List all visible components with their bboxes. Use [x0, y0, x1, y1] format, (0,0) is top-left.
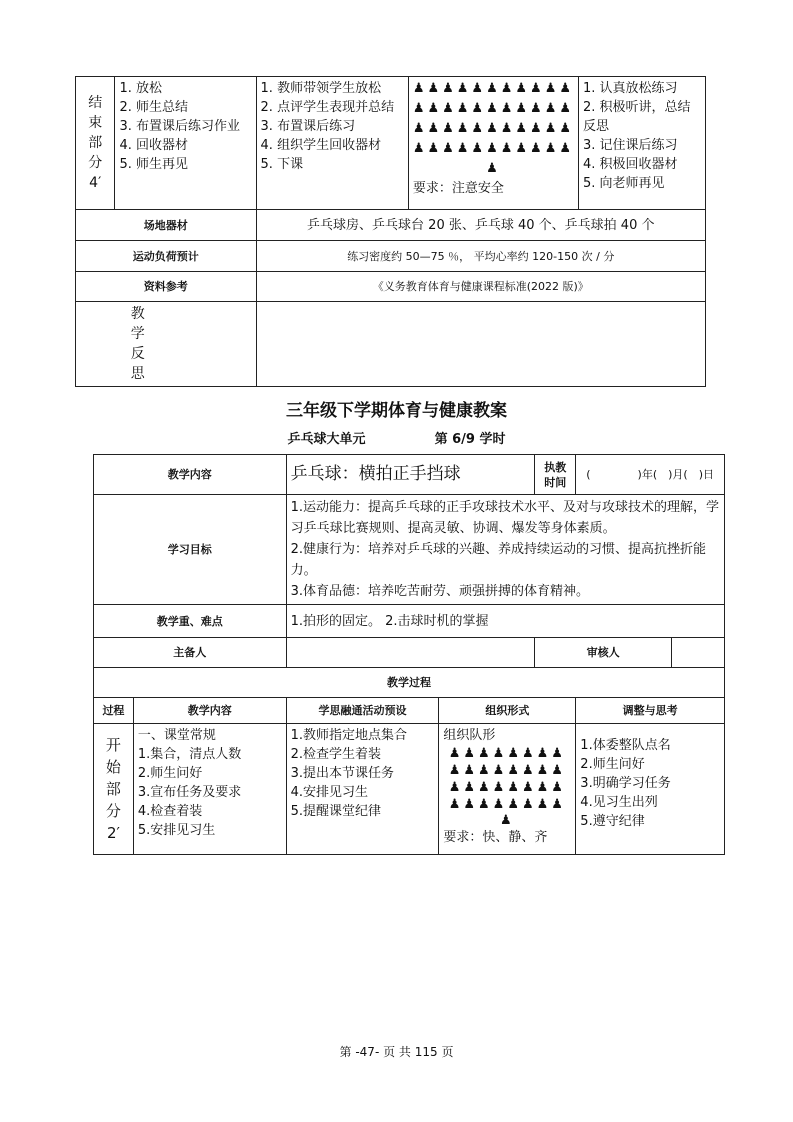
list-item: 3. 布置课后练习: [260, 119, 356, 134]
closing-section-table: [75, 76, 706, 387]
list-item: 5.提醒课堂纪律: [290, 804, 381, 819]
section-char: 束: [88, 115, 103, 131]
list-item: 4.安排见习生: [290, 785, 368, 800]
list-item: 2. 点评学生表现并总结: [260, 100, 395, 115]
unit-name: 乒乓球大单元: [287, 432, 366, 447]
list-item: 3.宣布任务及要求: [137, 785, 242, 800]
section-char: 部: [88, 135, 103, 151]
list-item: 5.遵守纪律: [580, 814, 645, 829]
goal-item: 3.体育品德：培养吃苦耐劳、顽强拼搏的体育精神。: [290, 584, 589, 599]
section-char: 分: [105, 802, 121, 820]
list-item: 3.提出本节课任务: [290, 766, 394, 781]
list-item: 2. 积极听讲，总结反思: [583, 100, 691, 134]
load-value: 练习密度约 50—75 ％， 平均心率约 120-150 次 / 分: [256, 241, 705, 272]
goals-label: 学习目标: [94, 495, 287, 605]
list-item: 4. 积极回收器材: [583, 157, 678, 172]
list-item: 5. 师生再见: [119, 157, 188, 172]
date-day: )日: [698, 468, 715, 481]
formation-title: 组织队形: [443, 728, 496, 743]
reflect-char: 反: [130, 346, 145, 362]
date-paren: (: [586, 468, 591, 481]
formation-row: ♟♟♟♟♟♟♟♟♟♟♟: [412, 141, 575, 156]
reference-label: 资料参考: [76, 272, 257, 302]
list-item: 5. 下课: [260, 157, 304, 172]
start-content-cell: [133, 724, 286, 855]
formation-row: ♟♟♟♟♟♟♟♟: [448, 780, 566, 795]
start-adjust-cell: [576, 724, 725, 855]
preparer-value: [286, 638, 535, 668]
unit-line: [0, 428, 793, 447]
formation-requirement: 要求：注意安全: [412, 181, 504, 196]
list-item: 一、课堂常规: [137, 728, 216, 743]
page-title: 三年级下学期体育与健康教案: [286, 401, 507, 421]
list-item: 5.安排见习生: [137, 823, 216, 838]
section-char: 2′: [106, 824, 120, 842]
load-label: 运动负荷预计: [76, 241, 257, 272]
formation-row: ♟♟♟♟♟♟♟♟: [448, 763, 566, 778]
section-char: 4′: [89, 175, 102, 191]
section-char: 结: [88, 95, 103, 111]
list-item: 4.见习生出列: [580, 795, 658, 810]
list-item: 1. 教师带领学生放松: [260, 81, 382, 96]
list-item: 4. 组织学生回收器材: [260, 138, 382, 153]
exec-time-label: 执教时间: [535, 455, 576, 495]
col-header-activity: 学思融通活动预设: [286, 698, 439, 724]
list-item: 1.教师指定地点集合: [290, 728, 407, 743]
goals-value: [286, 495, 724, 605]
list-item: 2.检查学生着装: [290, 747, 381, 762]
closing-teacher-cell: [256, 77, 408, 210]
venue-value: 乒乓球房、乒乓球台 20 张、乒乓球 40 个、乒乓球拍 40 个: [256, 210, 705, 241]
reviewer-label: 审核人: [535, 638, 672, 668]
reviewer-value: [672, 638, 725, 668]
col-header-content: 教学内容: [133, 698, 286, 724]
formation-row: ♟♟♟♟♟♟♟♟♟♟♟: [412, 81, 575, 96]
formation-row: ♟♟♟♟♟♟♟♟♟♟♟: [412, 101, 575, 116]
start-section-label: [94, 724, 134, 855]
section-char: 部: [105, 780, 121, 798]
process-header: 教学过程: [94, 668, 725, 698]
list-item: 2.师生问好: [137, 766, 203, 781]
closing-student-cell: [579, 77, 706, 210]
formation-row: ♟♟♟♟♟♟♟♟: [448, 797, 566, 812]
lesson-plan-table: [93, 454, 725, 855]
reference-value: 《义务教育体育与健康课程标准(2022 版)》: [256, 272, 705, 302]
col-header-process: 过程: [94, 698, 134, 724]
list-item: 1. 认真放松练习: [583, 81, 678, 96]
reflect-char: 思: [130, 366, 145, 382]
list-item: 2. 师生总结: [119, 100, 188, 115]
reflection-label: [76, 302, 257, 387]
venue-label: 场地器材: [76, 210, 257, 241]
formation-teacher: ♟: [500, 813, 515, 828]
list-item: 1.体委整队点名: [580, 738, 671, 753]
list-item: 1.集合，清点人数: [137, 747, 242, 762]
list-item: 4. 回收器材: [119, 138, 188, 153]
reflection-value: [256, 302, 705, 387]
list-item: 2.师生问好: [580, 757, 645, 772]
content-label: 教学内容: [94, 455, 287, 495]
col-header-adjust: 调整与思考: [576, 698, 725, 724]
key-points-value: 1.拍形的固定。 2.击球时机的掌握: [286, 605, 724, 638]
list-item: 4.检查着装: [137, 804, 203, 819]
date-month: )月(: [668, 468, 688, 481]
goal-item: 1.运动能力：提高乒乓球的正手攻球技术水平、及对与攻球技术的理解，学习乒乓球比赛规则、提高灵敏、协调、爆发等身体素质。: [290, 500, 719, 536]
reflect-char: 教: [130, 306, 145, 322]
start-teacher-cell: [286, 724, 439, 855]
formation-row: ♟♟♟♟♟♟♟♟♟♟♟: [412, 121, 575, 136]
section-char: 分: [88, 155, 103, 171]
goal-item: 2.健康行为：培养对乒乓球的兴趣、养成持续运动的习惯、提高抗挫折能力。: [290, 542, 706, 578]
lesson-number: 第 6/9 学时: [434, 432, 506, 447]
page-footer: 第 -47- 页 共 115 页: [339, 1045, 454, 1059]
closing-section-label: [76, 77, 115, 210]
reflect-char: 学: [130, 326, 145, 342]
col-header-formation: 组织形式: [439, 698, 576, 724]
list-item: 3.明确学习任务: [580, 776, 671, 791]
start-formation-cell: [439, 724, 576, 855]
closing-content-cell: [115, 77, 256, 210]
key-points-label: 教学重、难点: [94, 605, 287, 638]
formation-row: ♟♟♟♟♟♟♟♟: [448, 746, 566, 761]
section-char: 始: [105, 758, 121, 776]
exec-time-value: [576, 455, 725, 495]
formation-requirement: 要求：快、静、齐: [443, 830, 548, 845]
list-item: 3. 记住课后练习: [583, 138, 678, 153]
section-char: 开: [105, 736, 121, 754]
content-value: 乒乓球：横拍正手挡球: [286, 455, 535, 495]
list-item: 5. 向老师再见: [583, 176, 665, 191]
list-item: 3. 布置课后练习作业: [119, 119, 240, 134]
formation-teacher: ♟: [486, 161, 501, 176]
list-item: 1. 放松: [119, 81, 162, 96]
date-year: )年(: [637, 468, 658, 481]
preparer-label: 主备人: [94, 638, 287, 668]
closing-formation-cell: [408, 77, 578, 210]
